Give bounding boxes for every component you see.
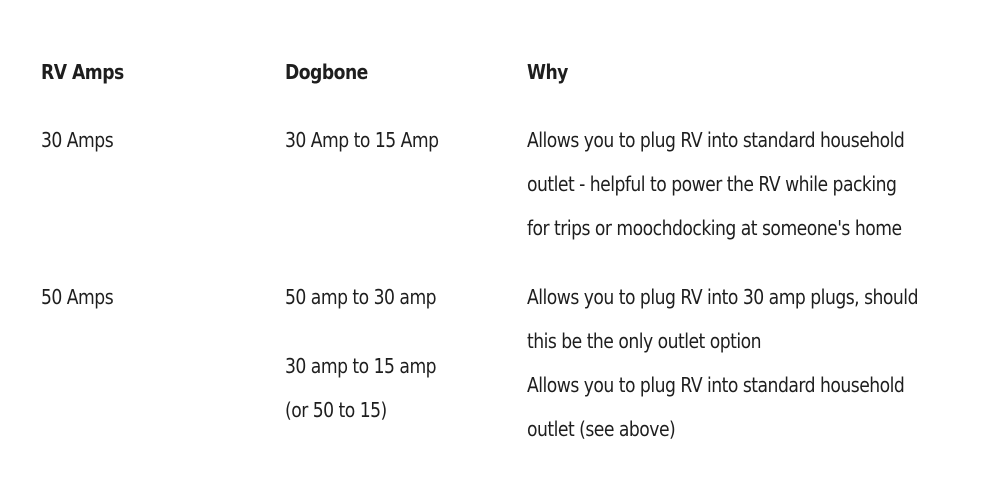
row-2-amps: 50 Amps <box>41 285 114 309</box>
header-why: Why <box>527 60 568 84</box>
header-dogbone: Dogbone <box>285 60 368 84</box>
row-1-why-line-1: Allows you to plug RV into standard household <box>527 128 905 152</box>
row-2-dogbone-secondary <box>285 344 436 432</box>
row-1-why <box>527 118 904 250</box>
row-1-why-line-2: outlet - helpful to power the RV while packing <box>527 172 897 196</box>
row-1-dogbone <box>285 118 439 162</box>
row-1-amps: 30 Amps <box>41 128 114 152</box>
row-2-why-line-1: Allows you to plug RV into 30 amp plugs, should <box>527 285 918 309</box>
row-2-why-line-3: Allows you to plug RV into standard household <box>527 373 905 397</box>
row-2-why <box>527 275 918 451</box>
row-2-dogbone-primary <box>285 275 436 319</box>
row-2-why-line-4: outlet (see above) <box>527 417 676 441</box>
row-2-dogbone-line-1: 50 amp to 30 amp <box>285 285 437 309</box>
row-2-dogbone-line-3: (or 50 to 15) <box>285 398 387 422</box>
row-1-dogbone-line: 30 Amp to 15 Amp <box>285 128 439 152</box>
row-2-why-line-2: this be the only outlet option <box>527 329 762 353</box>
row-2-dogbone-line-2: 30 amp to 15 amp <box>285 354 437 378</box>
row-1-why-line-3: for trips or moochdocking at someone's home <box>527 216 902 240</box>
header-rv-amps: RV Amps <box>41 60 124 84</box>
